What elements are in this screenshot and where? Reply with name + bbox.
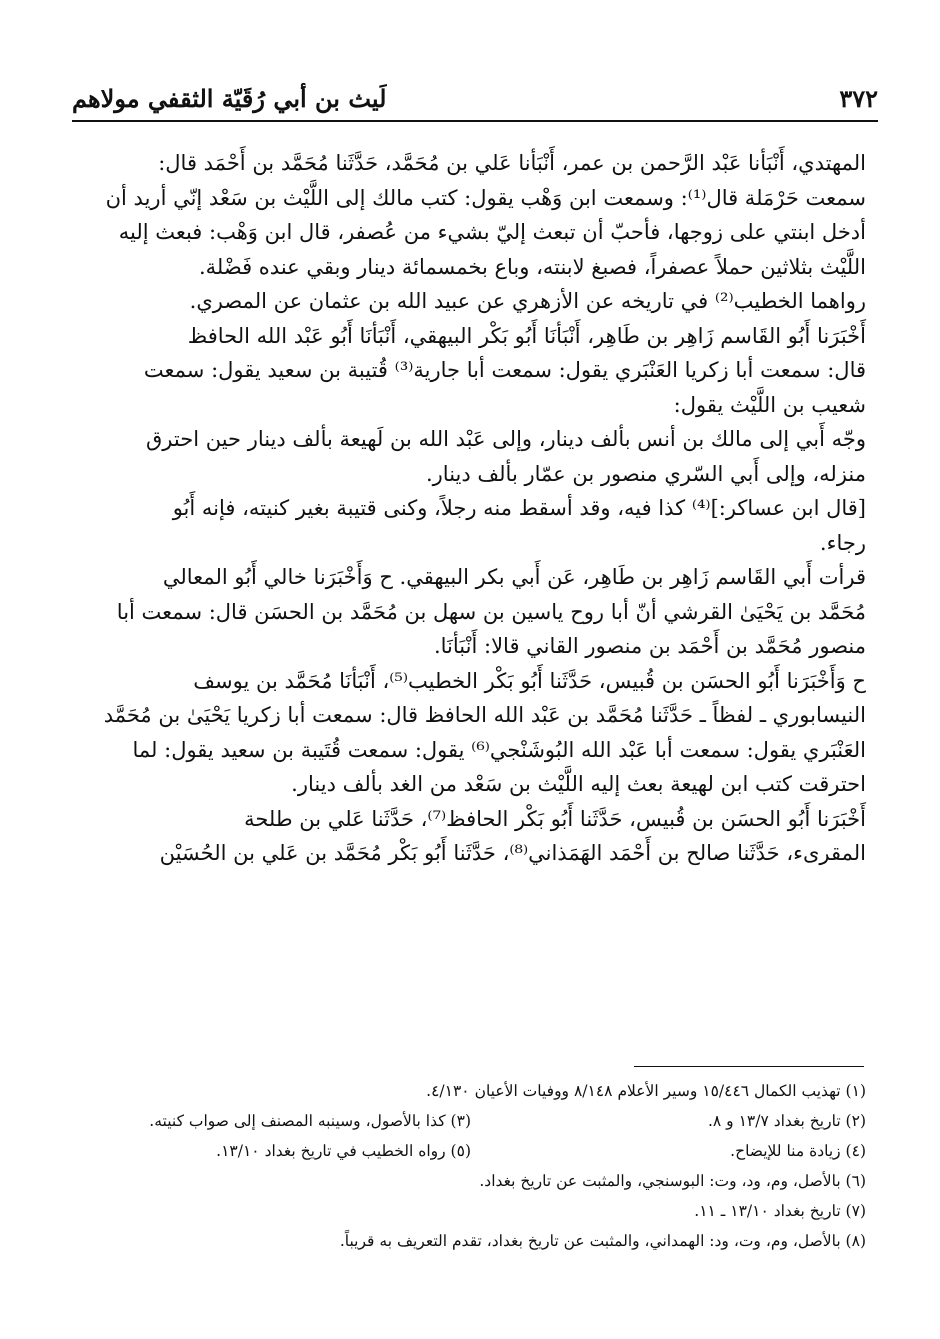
text-line: أَخْبَرَنا أَبُو الحسَن بن قُبيس، حَدَّثَنا أَبُو بَكْر الحافظ⁽⁷⁾، حَدَّثَنا عَلي بن طلحة xyxy=(244,806,866,831)
page-header xyxy=(72,82,878,122)
text-line: شعيب بن اللَّيْث يقول: xyxy=(673,392,866,417)
footnote-5: (٥) رواه الخطيب في تاريخ بغداد ١٣/١٠. xyxy=(216,1142,471,1160)
footnotes xyxy=(76,1076,866,1256)
footnote-7: (٧) تاريخ بغداد ١٣/١٠ ـ ١١. xyxy=(694,1202,866,1220)
text-line: منزله، وإلى أَبي السّري منصور بن عمّار بألف دينار. xyxy=(425,461,866,486)
text-line: منصور مُحَمَّد بن أَحْمَد بن منصور القاني قالا: أَنْبَأنَا. xyxy=(433,634,866,658)
text-line: احترقت كتب ابن لهيعة بعث إليه اللَّيْث بن سَعْد من الغد بألف دينار. xyxy=(291,772,866,796)
footnote-4: (٤) زيادة منا للإيضاح. xyxy=(730,1142,866,1160)
text-line: ح وَأَخْبَرَنا أَبُو الحسَن بن قُبيس، حَدَّثَنا أَبُو بَكْر الخطيب⁽⁵⁾، أَنْبَأنَا مُحَمَّد بن يوسف xyxy=(193,668,866,693)
footnote-divider xyxy=(634,1066,864,1067)
footnote-2: (٢) تاريخ بغداد ١٣/٧ و ٨. xyxy=(707,1112,866,1130)
text-line: المقرىء، حَدَّثَنا صالح بن أَحْمَد الهَمَذاني⁽⁸⁾، حَدَّثَنا أَبُو بَكْر مُحَمَّد بن عَلي بن الحُسَيْن xyxy=(159,841,866,865)
footnote-3: (٣) كذا بالأصول، وسينبه المصنف إلى صواب كنيته. xyxy=(149,1112,471,1130)
text-line: سمعت حَرْمَلة قال⁽¹⁾: وسمعت ابن وَهْب يقول: كتب مالك إلى اللَّيْث بن سَعْد إنّي أريد أن xyxy=(105,185,866,210)
text-line: اللَّيْث بثلاثين حملاً عصفراً، فصبغ لابنته، وباع بخمسمائة دينار وبقي عنده فَضْلة. xyxy=(198,254,866,279)
footnote-8: (٨) بالأصل، وم، وت، ود: الهمداني، والمثبت عن تاريخ بغداد، تقدم التعريف به قريباً. xyxy=(339,1232,866,1250)
main-text xyxy=(76,146,866,871)
text-line: أدخل ابنتي على زوجها، فأحبّ أن تبعث إليّ بشيء من عُصفر، قال ابن وَهْب: فبعث إليه xyxy=(118,220,866,244)
text-line: رجاء. xyxy=(819,530,866,555)
text-line: رواهما الخطيب⁽²⁾ في تاريخه عن الأزهري عن عبيد الله بن عثمان عن المصري. xyxy=(189,289,866,313)
text-line: المهتدي، أَنْبَأنا عَبْد الرَّحمن بن عمر، أَنْبَأنا عَلي بن مُحَمَّد، حَدَّثَنا مُحَمَّد بن أَحْمَد قال: xyxy=(158,151,866,175)
text-line: أَخْبَرَنا أَبُو القَاسم زَاهِر بن طَاهِر، أَنْبَأنَا أَبُو بَكْر البيهقي، أَنْبَأنَا أَبُو عَبْد الله الحافظ xyxy=(187,323,866,348)
text-line: قال: سمعت أبا زكريا العَنْبَري يقول: سمعت أبا جارية⁽³⁾ قُتيبة بن سعيد يقول: سمعت xyxy=(143,358,866,382)
page-number: ٣٧٢ xyxy=(839,84,878,113)
text-line: قرأت أَبي القَاسم زَاهِر بن طَاهِر، عَن أَبي بكر البيهقي. ح وَأَخْبَرَنا خالي أَبُو المعالي xyxy=(162,565,866,589)
footnote-6: (٦) بالأصل، وم، ود، وت: البوسنجي، والمثبت عن تاريخ بغداد. xyxy=(479,1172,866,1190)
footnote-1: (١) تهذيب الكمال ١٥/٤٤٦ وسير الأعلام ٨/١٤٨ ووفيات الأعيان ٤/١٣٠. xyxy=(426,1082,866,1100)
text-line: العَنْبَري يقول: سمعت أبا عَبْد الله البُوشَنْجي⁽⁶⁾ يقول: سمعت قُتَيبة بن سعيد يقول: لما xyxy=(132,737,866,762)
text-line: وجّه أَبي إلى مالك بن أنس بألف دينار، وإلى عَبْد الله بن لَهيعة بألف دينار حين احترق xyxy=(146,427,866,451)
text-line: مُحَمَّد بن يَحْيَىٰ القرشي أنّ أبا روح ياسين بن سهل بن مُحَمَّد بن الحسَن قال: سمعت أبا xyxy=(116,599,866,624)
text-line: النيسابوري ـ لفظاً ـ حَدَّثَنا مُحَمَّد بن عَبْد الله الحافظ قال: سمعت أبا زكريا يَحْيَىٰ بن مُحَمَّد xyxy=(103,703,866,727)
text-line: [قال ابن عساكر:]⁽⁴⁾ كذا فيه، وقد أسقط منه رجلاً، وكنى قتيبة بغير كنيته، فإنه أَبُو xyxy=(172,496,866,520)
running-title: لَيث بن أبي رُقَيّة الثقفي مولاهم xyxy=(72,84,387,113)
